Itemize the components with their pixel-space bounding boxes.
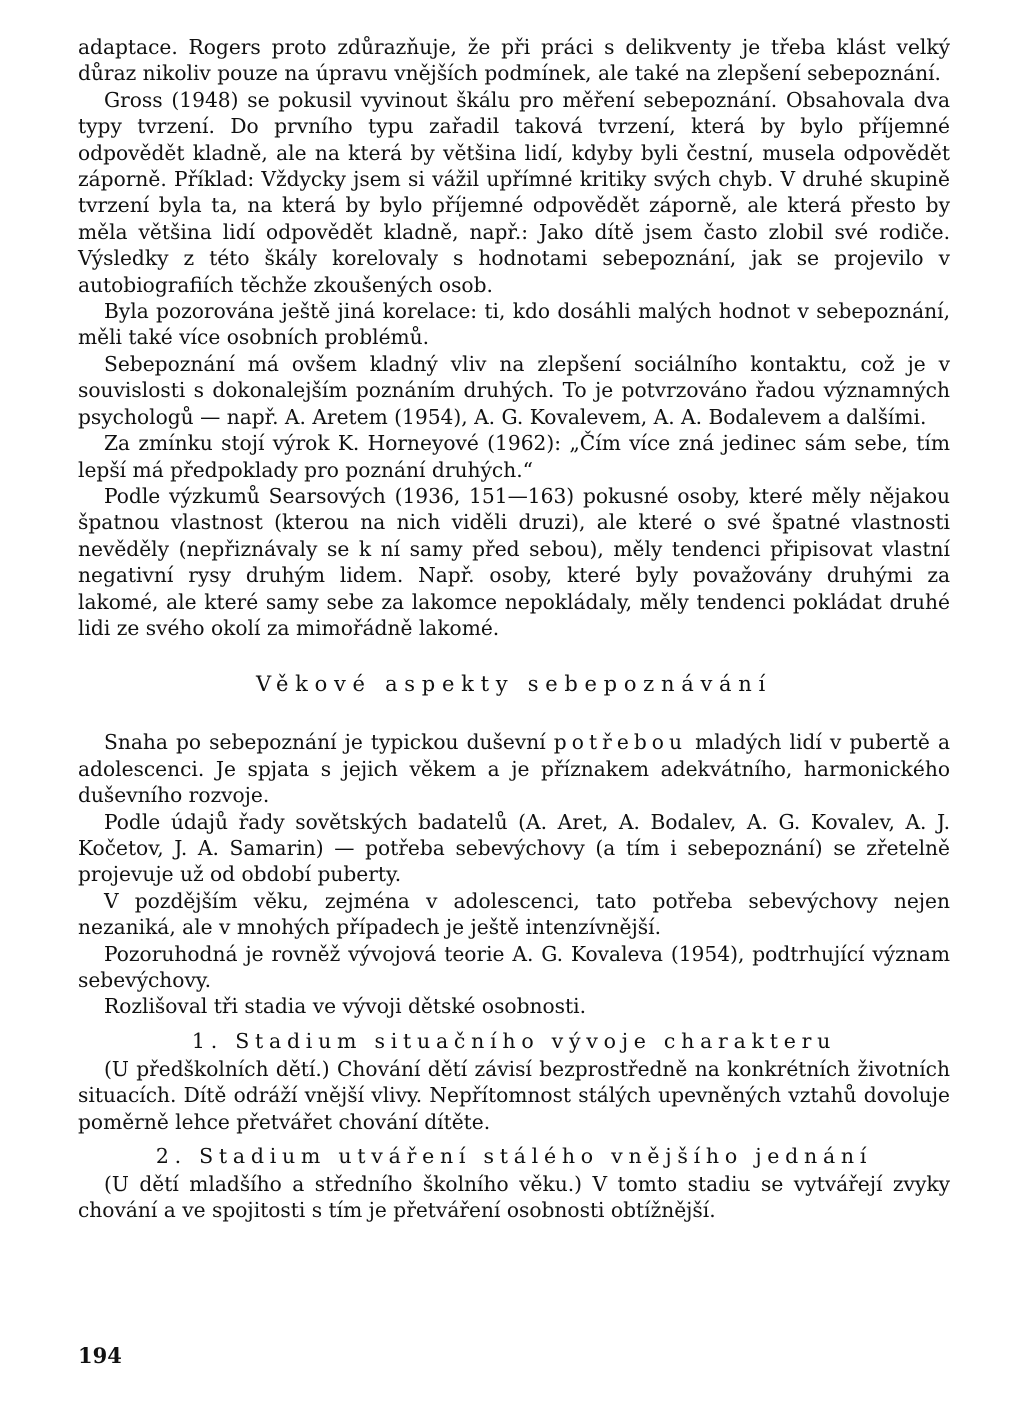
paragraph: Podle údajů řady sovětských badatelů (A. Aret, A. Bodalev, A. G. Kovalev, A. J. Kočetov, J. A. Samarin) — potřeba sebevýchovy (a tím i sebepoznání) se zřetelně projevuje už od období puberty. xyxy=(78,809,950,887)
paragraph: Sebepoznání má ovšem kladný vliv na zlepšení sociálního kontaktu, což je v souvislosti s dokonalejším poznáním druhých. To je potvrzováno řadou významných psychologů — např. A. Aretem (1954), A. G. Kovalevem, A. A. Bodalevem a dalšími. xyxy=(78,351,950,429)
paragraph: Rozlišoval tři stadia ve vývoji dětské osobnosti. xyxy=(104,994,587,1019)
stage-text-2: (U dětí mladšího a středního školního věku.) V tomto stadiu se vytvářejí zvyky chování a ve spojitosti s tím je přetváření osobnosti obtížnější. xyxy=(78,1172,950,1223)
intro-text-after: mladých lidí v pubertě a adolescenci. Je spjata s jejich věkem a je příznakem adekvátního, harmonického duševního rozvoje. xyxy=(78,730,950,808)
intro-text-before: Snaha po sebepoznání je typickou duševní xyxy=(104,730,546,755)
paragraph: Podle výzkumů Searsových (1936, 151—163) pokusné osoby, které měly nějakou špatnou vlastnost (kterou na nich viděli druzi), ale které o své špatné vlastnosti nevěděly (nepřiznávaly se k ní samy před sebou), měly tendenci připisovat vlastní negativní rysy druhým lidem. Např. osoby, které byly považovány druhými za lakomé, ale které samy sebe za lakomce nepokládaly, měly tendenci pokládat druhé lidi ze svého okolí za mimořádně lakomé. xyxy=(78,483,950,640)
stage-heading-2: 2. Stadium utváření stálého vnějšího jednání xyxy=(155,1144,873,1169)
stage-text-1: (U předškolních dětí.) Chování dětí závisí bezprostředně na konkrétních životních situacích. Dítě odráží vnější vlivy. Nepřítomnost stálých upevněných vztahů dovoluje poměrně lehce přetvářet chování dítěte. xyxy=(78,1056,950,1134)
page-number: 194 xyxy=(78,1343,122,1368)
paragraph: adaptace. Rogers proto zdůrazňuje, že při práci s delikventy je třeba klást velký důraz nikoliv pouze na úpravu vnějších podmínek, ale také na zlepšení sebepoznání. xyxy=(78,35,950,86)
section-heading: Věkové aspekty sebepoznávání xyxy=(256,672,772,697)
paragraph: Byla pozorována ještě jiná korelace: ti, kdo dosáhli malých hodnot v sebepoznání, měli také více osobních problémů. xyxy=(78,299,950,350)
paragraph: Za zmínku stojí výrok K. Horneyové (1962): „Čím více zná jedinec sám sebe, tím lepší má předpoklady pro poznání druhých.“ xyxy=(78,431,950,482)
paragraph: Gross (1948) se pokusil vyvinout škálu pro měření sebepoznání. Obsahovala dva typy tvrzení. Do prvního typu zařadil taková tvrzení, která by bylo příjemné odpovědět kladně, ale na která by většina lidí, kdyby byli čestní, musela odpovědět záporně. Příklad: Vždycky jsem si vážil upřímné kritiky svých chyb. V druhé skupině tvrzení byla ta, na která by bylo příjemné odpovědět záporně, ale která přesto by měla většina lidí odpovědět kladně, např.: Jako dítě jsem často zlobil své rodiče. Výsledky z této škály korelovaly s hodnotami sebepoznání, jak se projevilo v autobiografiích těchže zkoušených osob. xyxy=(78,87,950,297)
intro-emphasis: potřebou xyxy=(553,730,688,755)
section-intro-paragraph xyxy=(78,729,950,808)
paragraph: V pozdějším věku, zejména v adolescenci, tato potřeba sebevýchovy nejen nezaniká, ale v mnohých případech je ještě intenzívnější. xyxy=(78,888,950,940)
page-text xyxy=(78,34,950,1224)
stage-heading-1: 1. Stadium situačního vývoje charakteru xyxy=(191,1028,837,1053)
paragraph: Pozoruhodná je rovněž vývojová teorie A. G. Kovaleva (1954), podtrhující význam sebevýchovy. xyxy=(78,941,950,992)
